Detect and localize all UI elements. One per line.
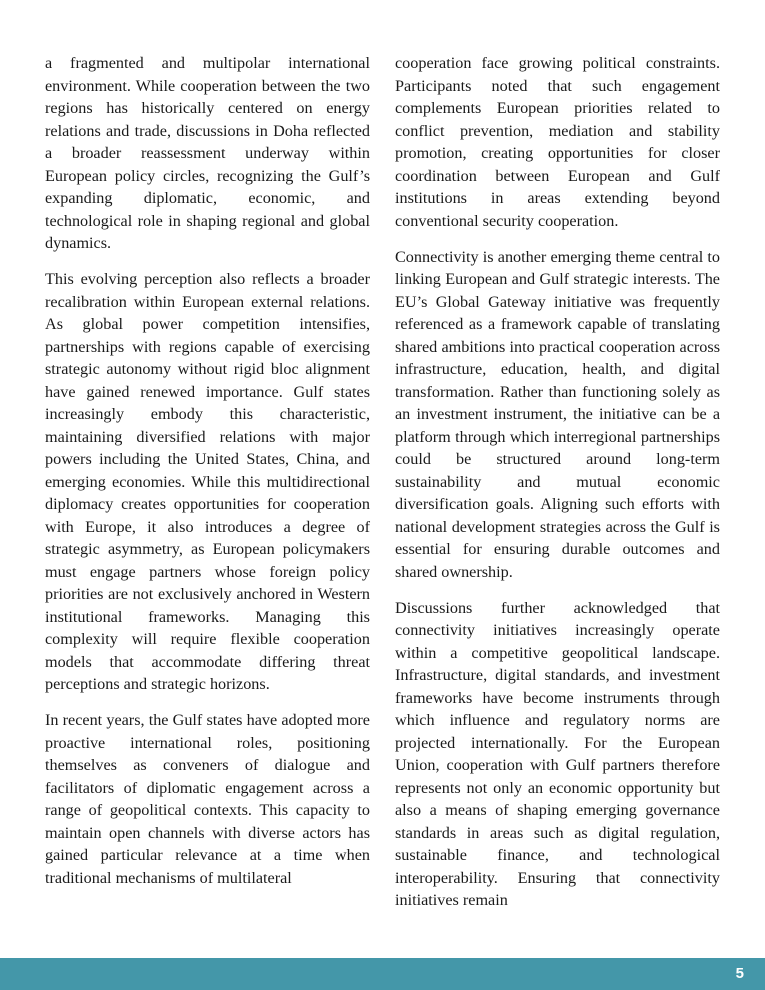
right-column xyxy=(395,52,720,922)
body-paragraph: a fragmented and multipolar international environment. While cooperation between the two regions has historically centered on energy relations and trade, discussions in Doha reflected a broader reassessment underway within European policy circles, recognizing the Gulf’s expanding diplomatic, economic, and technological role in shaping regional and global dynamics. xyxy=(45,54,370,252)
page-number: 5 xyxy=(735,965,744,982)
body-paragraph: This evolving perception also reflects a broader recalibration within European external relations. As global power competition intensifies, partnerships with regions capable of exercising strategic autonomy without rigid bloc alignment have gained renewed importance. Gulf states increasingly embody this characteristic, maintaining diversified relations with major powers including the United States, China, and emerging economies. While this multidirectional diplomacy creates opportunities for cooperation with Europe, it also introduces a degree of strategic asymmetry, as European policymakers must engage partners whose foreign policy priorities are not exclusively anchored in Western institutional frameworks. Managing this complexity will require flexible cooperation models that accommodate differing threat perceptions and strategic horizons. xyxy=(45,270,370,693)
footer-band xyxy=(0,958,765,990)
body-paragraph: In recent years, the Gulf states have adopted more proactive international roles, positioning themselves as conveners of dialogue and facilitators of diplomatic engagement across a range of geopolitical contexts. This capacity to maintain open channels with diverse actors has gained particular relevance at a time when traditional mechanisms of multilateral xyxy=(45,711,370,887)
left-column xyxy=(45,52,370,903)
page-body xyxy=(45,52,720,922)
body-paragraph: Connectivity is another emerging theme central to linking European and Gulf strategic interests. The EU’s Global Gateway initiative was frequently referenced as a framework capable of translating shared ambitions into practical cooperation across infrastructure, education, health, and digital transformation. Rather than functioning solely as an investment instrument, the initiative can be a platform through which interregional partnerships could be structured around long-term sustainability and mutual economic diversification goals. Aligning such efforts with national development strategies across the Gulf is essential for ensuring durable outcomes and shared ownership. xyxy=(395,247,720,581)
body-paragraph: cooperation face growing political constraints. Participants noted that such engagement complements European priorities related to conflict prevention, mediation and stability promotion, creating opportunities for closer coordination between European and Gulf institutions in areas extending beyond conventional security cooperation. xyxy=(395,54,720,230)
body-paragraph: Discussions further acknowledged that connectivity initiatives increasingly operate within a competitive geopolitical landscape. Infrastructure, digital standards, and investment frameworks have become instruments through which influence and regulatory norms are projected internationally. For the European Union, cooperation with Gulf partners therefore represents not only an economic opportunity but also a means of shaping emerging governance standards in areas such as digital regulation, sustainable finance, and technological interoperability. Ensuring that connectivity initiatives remain xyxy=(395,598,720,909)
